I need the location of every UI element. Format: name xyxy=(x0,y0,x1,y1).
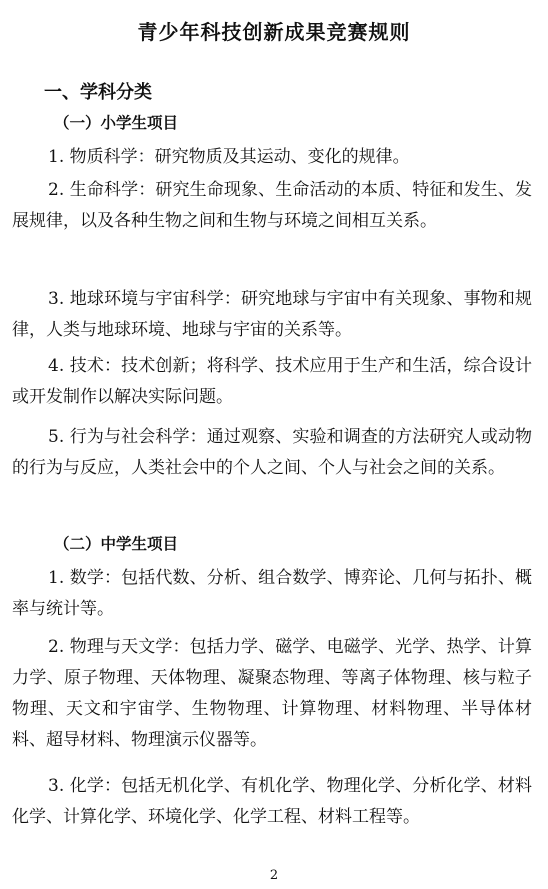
page-number: 2 xyxy=(269,868,279,883)
secondary-item-3: 3. 化学：包括无机化学、有机化学、物理化学、分析化学、材料化学、计算化学、环境化学、化学工程、材料工程等。 xyxy=(12,776,532,827)
subsection-heading-primary: （一）小学生项目 xyxy=(54,113,179,132)
document-title: 青少年科技创新成果竞赛规则 xyxy=(137,20,411,44)
primary-item-5: 5. 行为与社会科学：通过观察、实验和调查的方法研究人或动物的行为与反应，人类社会中的个人之间、个人与社会之间的关系。 xyxy=(12,427,532,478)
primary-item-4: 4. 技术：技术创新；将科学、技术应用于生产和生活，综合设计或开发制作以解决实际问题。 xyxy=(12,356,532,407)
secondary-item-2: 2. 物理与天文学：包括力学、磁学、电磁学、光学、热学、计算力学、原子物理、天体物理、凝聚态物理、等离子体物理、核与粒子物理、天文和宇宙学、生物物理、计算物理、材料物理、半导体材料、超导材料、物理演示仪器等。 xyxy=(12,637,532,750)
secondary-item-1: 1. 数学：包括代数、分析、组合数学、博弈论、几何与拓扑、概率与统计等。 xyxy=(12,568,532,619)
primary-item-3: 3. 地球环境与宇宙科学：研究地球与宇宙中有关现象、事物和规律，人类与地球环境、地球与宇宙的关系等。 xyxy=(12,289,532,340)
section-heading: 一、学科分类 xyxy=(44,82,152,103)
subsection-heading-secondary: （二）中学生项目 xyxy=(54,534,179,553)
primary-item-2: 2. 生命科学：研究生命现象、生命活动的本质、特征和发生、发展规律，以及各种生物之间和生物与环境之间相互关系。 xyxy=(12,180,532,231)
primary-item-1: 1. 物质科学：研究物质及其运动、变化的规律。 xyxy=(48,147,410,167)
